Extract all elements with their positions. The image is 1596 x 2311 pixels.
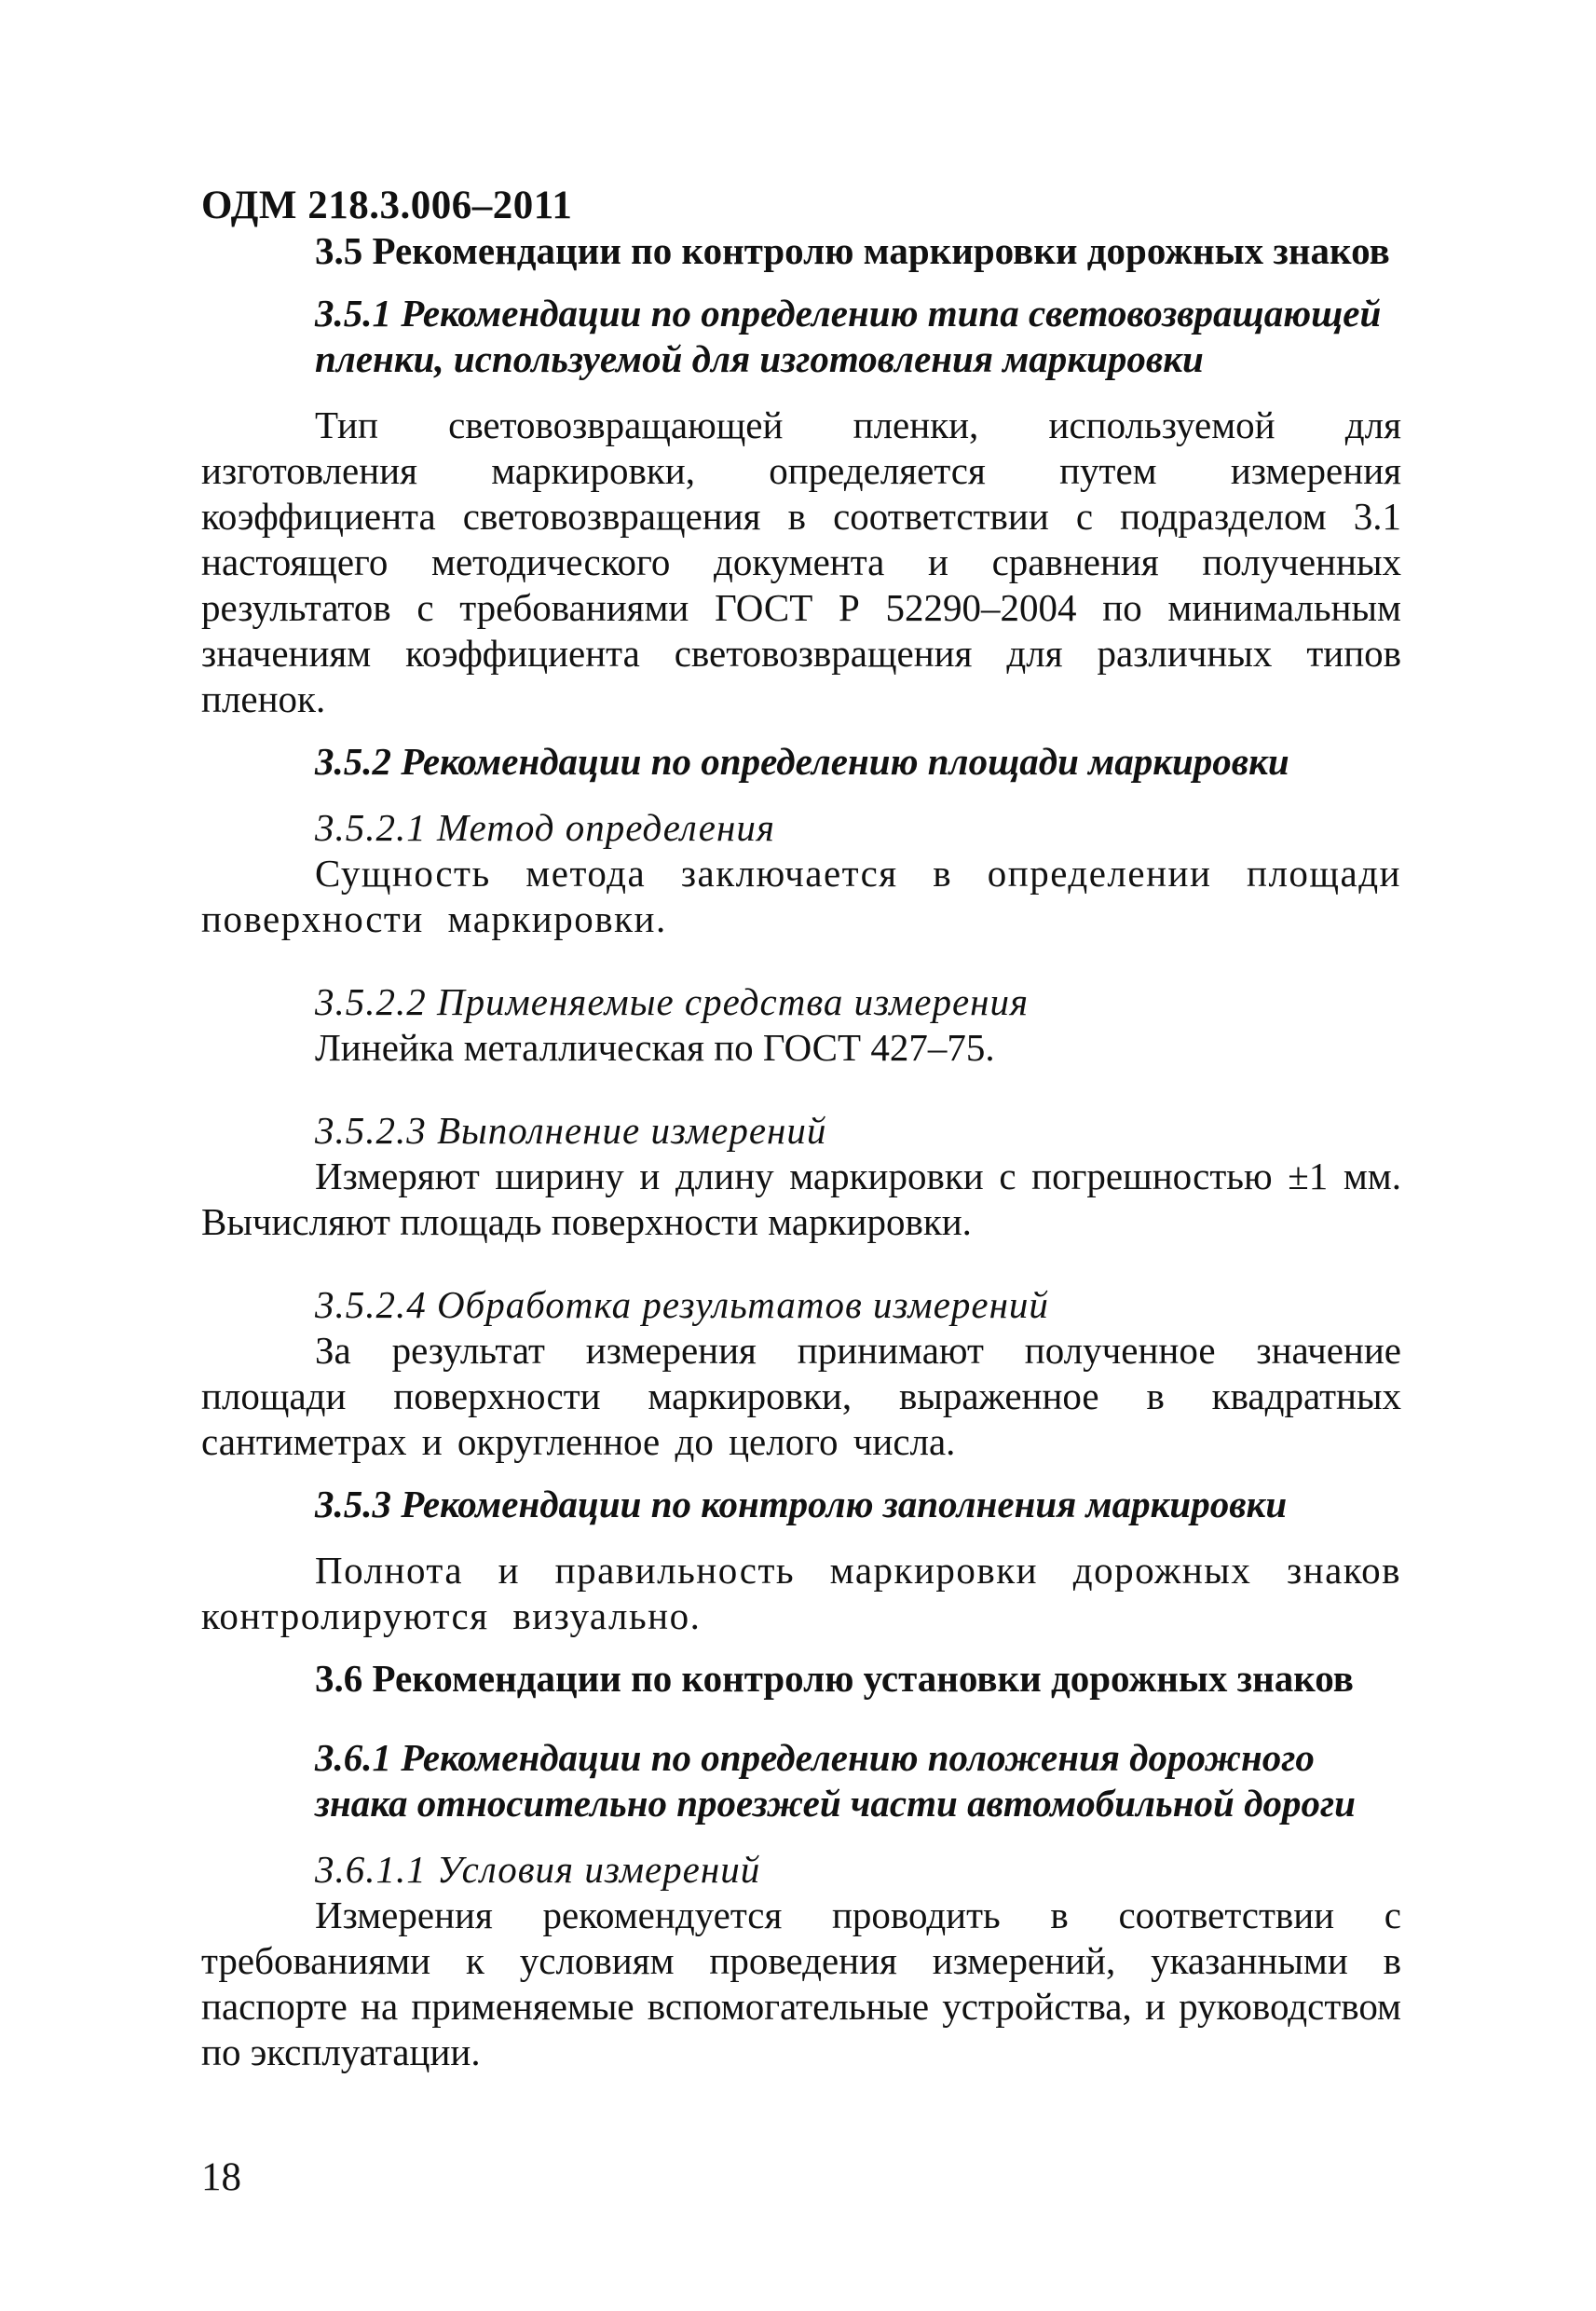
subsection-3-6-1-title: 3.6.1 Рекомендации по определению положения дорожного знака относительно проезжей части автомобильной дороги (315, 1736, 1356, 1825)
section-3-5-title: 3.5 Рекомендации по контролю маркировки дорожных знаков (315, 229, 1390, 272)
subsection-3-5-3-text: Полнота и правильность маркировки дорожных знаков контролируются визуально. (201, 1549, 1401, 1637)
subsection-3-5-1-title: 3.5.1 Рекомендации по определению типа световозвращающей пленки, используемой для изготовления маркировки (315, 292, 1382, 380)
clause-3-5-2-3-text: Измеряют ширину и длину маркировки с погрешностью ±1 мм. Вычисляют площадь поверхности маркировки. (201, 1155, 1401, 1243)
document-code: ОДМ 218.3.006–2011 (201, 184, 573, 227)
subsection-3-5-2-title: 3.5.2 Рекомендации по определению площади маркировки (315, 740, 1289, 783)
clause-3-5-2-1-text: Сущность метода заключается в определении площади поверхности маркировки. (201, 852, 1401, 940)
clause-3-6-1-1-text: Измерения рекомендуется проводить в соответствии с требованиями к условиям проведения измерений, указанными в паспорте на применяемые вспомогательные устройства, и руководством по эксплуатации. (201, 1894, 1401, 2073)
subsection-3-5-1-text: Тип световозвращающей пленки, используемой для изготовления маркировки, определяется путем измерения коэффициента световозвращения в соответствии с подразделом 3.1 настоящего методического документа и сравнения полученных результатов с требованиями ГОСТ Р 52290–2004 по минимальным значениям коэффициента световозвращения для различных типов пленок. (201, 403, 1401, 720)
clause-3-5-2-3-title: 3.5.2.3 Выполнение измерений (315, 1109, 827, 1152)
section-3-6-title: 3.6 Рекомендации по контролю установки дорожных знаков (315, 1657, 1354, 1700)
clause-3-5-2-4-text: За результат измерения принимают полученное значение площади поверхности маркировки, выраженное в квадратных сантиметрах и округленное до целого числа. (201, 1329, 1401, 1463)
clause-3-5-2-1-title: 3.5.2.1 Метод определения (315, 806, 775, 849)
page-number: 18 (201, 2155, 241, 2199)
clause-3-5-2-4-title: 3.5.2.4 Обработка результатов измерений (315, 1283, 1049, 1326)
clause-3-6-1-1-title: 3.6.1.1 Условия измерений (315, 1848, 761, 1891)
clause-3-5-2-2-text: Линейка металлическая по ГОСТ 427–75. (315, 1026, 995, 1069)
subsection-3-5-3-title: 3.5.3 Рекомендации по контролю заполнения маркировки (315, 1483, 1288, 1525)
clause-3-5-2-2-title: 3.5.2.2 Применяемые средства измерения (315, 980, 1030, 1023)
page-content (201, 228, 1401, 2075)
